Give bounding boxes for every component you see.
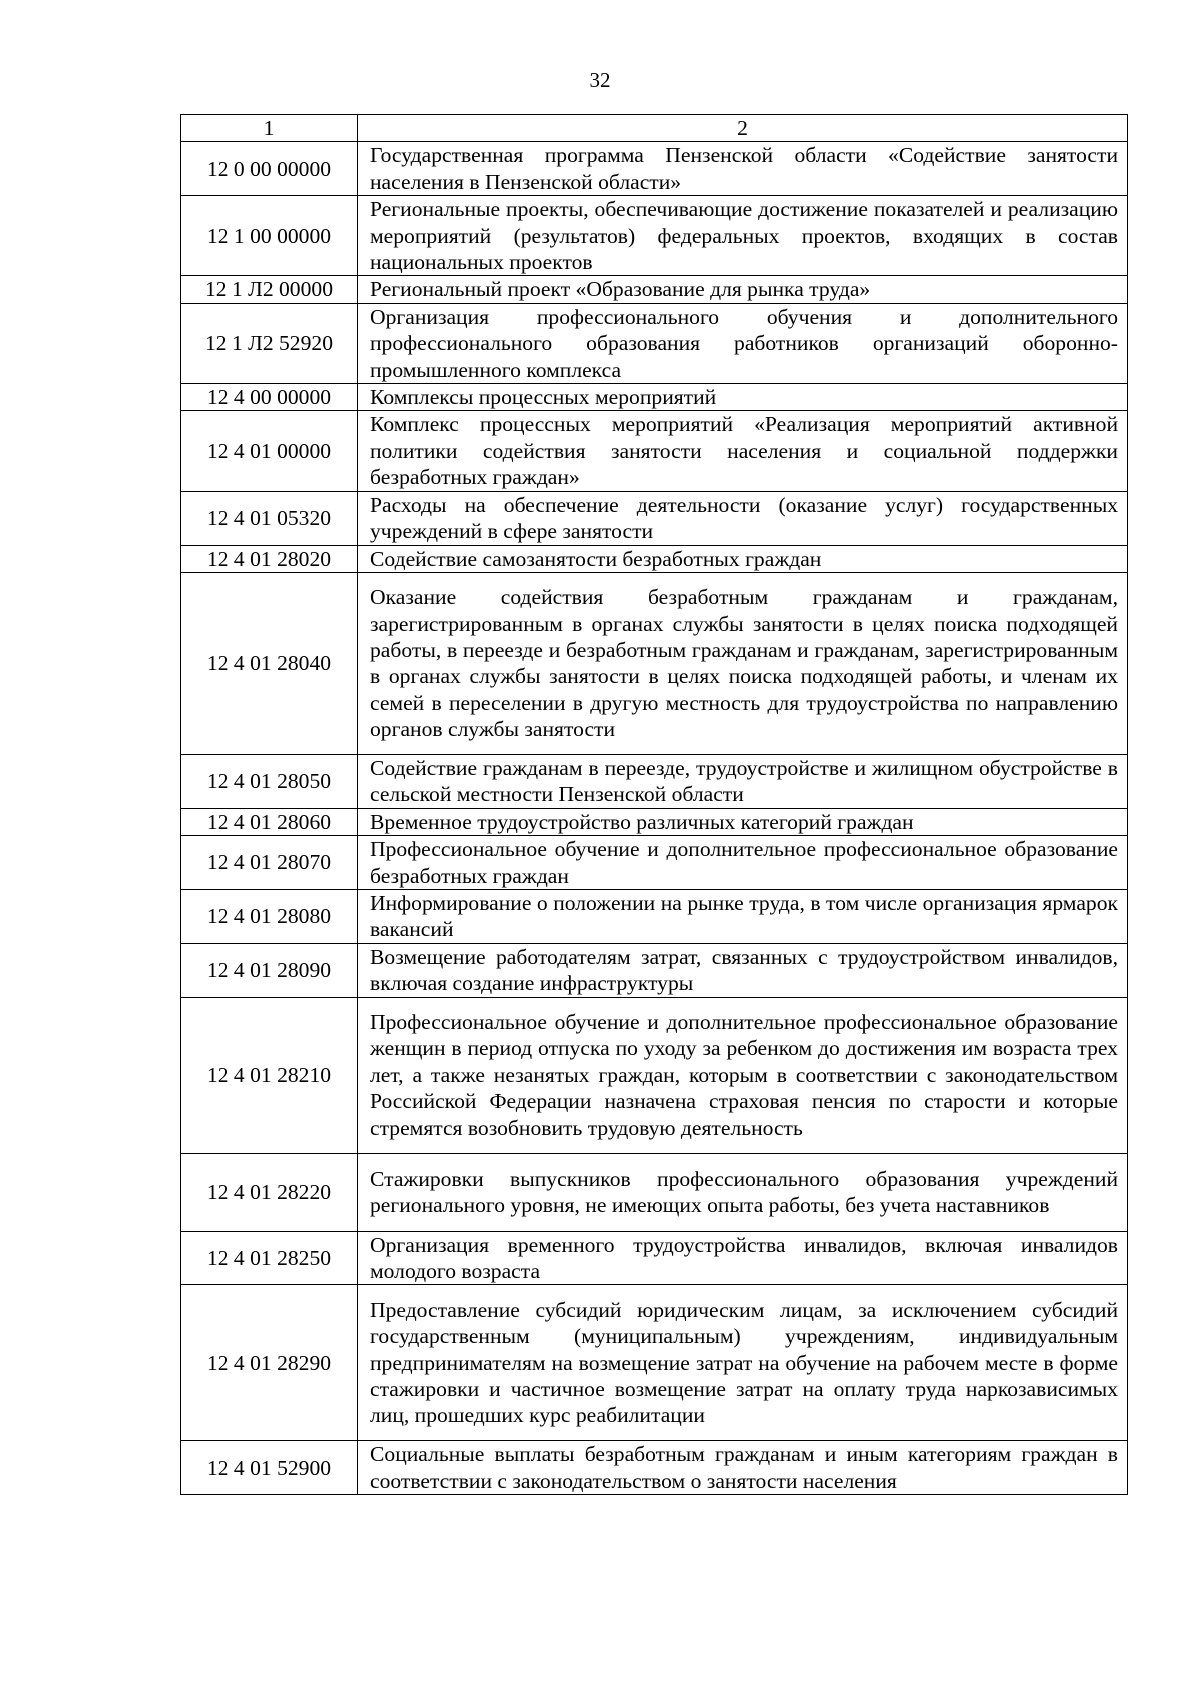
budget-code-table xyxy=(180,114,1128,1495)
table-row xyxy=(181,836,1128,890)
item-description: Государственная программа Пензенской области «Содействие занятости населения в Пензенской области» xyxy=(358,142,1128,196)
table-row xyxy=(181,491,1128,545)
table-row xyxy=(181,384,1128,411)
table-row xyxy=(181,997,1128,1153)
table-row xyxy=(181,889,1128,943)
classification-code: 12 1 Л2 00000 xyxy=(181,276,358,303)
item-description: Возмещение работодателям затрат, связанных с трудоустройством инвалидов, включая создание инфраструктуры xyxy=(358,943,1128,997)
item-description: Предоставление субсидий юридическим лицам, за исключением субсидий государственным (муниципальным) учреждениям, индивидуальным предпринимателям на возмещение затрат на обучение на рабочем месте в форме стажировки и частичное возмещение затрат на оплату труда наркозависимых лиц, прошедших курс реабилитации xyxy=(358,1285,1128,1441)
item-description: Информирование о положении на рынке труда, в том числе организация ярмарок вакансий xyxy=(358,889,1128,943)
table-row xyxy=(181,808,1128,835)
classification-code: 12 1 Л2 52920 xyxy=(181,303,358,383)
item-description: Комплексы процессных мероприятий xyxy=(358,384,1128,411)
table-row xyxy=(181,1231,1128,1285)
table-row xyxy=(181,276,1128,303)
table-row xyxy=(181,943,1128,997)
item-description: Региональный проект «Образование для рынка труда» xyxy=(358,276,1128,303)
classification-code: 12 0 00 00000 xyxy=(181,142,358,196)
item-description: Расходы на обеспечение деятельности (оказание услуг) государственных учреждений в сфере занятости xyxy=(358,491,1128,545)
item-description: Содействие самозанятости безработных граждан xyxy=(358,545,1128,572)
table-row xyxy=(181,411,1128,491)
table-row xyxy=(181,572,1128,754)
classification-code: 12 4 01 28210 xyxy=(181,997,358,1153)
table-row xyxy=(181,1285,1128,1441)
table-row xyxy=(181,1441,1128,1495)
classification-code: 12 4 01 05320 xyxy=(181,491,358,545)
classification-code: 12 4 01 28050 xyxy=(181,754,358,808)
table-header-row xyxy=(181,115,1128,142)
classification-code: 12 4 01 28060 xyxy=(181,808,358,835)
item-description: Стажировки выпускников профессионального образования учреждений регионального уровня, не имеющих опыта работы, без учета наставников xyxy=(358,1153,1128,1231)
classification-code: 12 4 00 00000 xyxy=(181,384,358,411)
classification-code: 12 4 01 28250 xyxy=(181,1231,358,1285)
classification-code: 12 4 01 52900 xyxy=(181,1441,358,1495)
column-header-1: 1 xyxy=(181,115,358,142)
table-row xyxy=(181,303,1128,383)
classification-code: 12 4 01 28040 xyxy=(181,572,358,754)
classification-code: 12 4 01 28020 xyxy=(181,545,358,572)
table-row xyxy=(181,1153,1128,1231)
item-description: Комплекс процессных мероприятий «Реализация мероприятий активной политики содействия занятости населения и социальной поддержки безработных граждан» xyxy=(358,411,1128,491)
item-description: Профессиональное обучение и дополнительное профессиональное образование безработных граждан xyxy=(358,836,1128,890)
classification-code: 12 4 01 28090 xyxy=(181,943,358,997)
item-description: Организация профессионального обучения и дополнительного профессионального образования работников организаций оборонно-промышленного комплекса xyxy=(358,303,1128,383)
item-description: Оказание содействия безработным гражданам и гражданам, зарегистрированным в органах службы занятости в целях поиска подходящей работы, в переезде и безработным гражданам и гражданам, зарегистрированным в органах службы занятости в целях поиска подходящей работы, и членам их семей в переселении в другую местность для трудоустройства по направлению органов службы занятости xyxy=(358,572,1128,754)
classification-code: 12 4 01 28070 xyxy=(181,836,358,890)
item-description: Содействие гражданам в переезде, трудоустройстве и жилищном обустройстве в сельской местности Пензенской области xyxy=(358,754,1128,808)
table-row xyxy=(181,754,1128,808)
classification-code: 12 4 01 28220 xyxy=(181,1153,358,1231)
table-row xyxy=(181,545,1128,572)
item-description: Временное трудоустройство различных категорий граждан xyxy=(358,808,1128,835)
page-number: 32 xyxy=(589,68,611,92)
table-row xyxy=(181,196,1128,276)
column-header-2: 2 xyxy=(358,115,1128,142)
table-row xyxy=(181,142,1128,196)
item-description: Профессиональное обучение и дополнительное профессиональное образование женщин в период отпуска по уходу за ребенком до достижения им возраста трех лет, а также незанятых граждан, которым в соответствии с законодательством Российской Федерации назначена страховая пенсия по старости и которые стремятся возобновить трудовую деятельность xyxy=(358,997,1128,1153)
item-description: Организация временного трудоустройства инвалидов, включая инвалидов молодого возраста xyxy=(358,1231,1128,1285)
item-description: Социальные выплаты безработным гражданам и иным категориям граждан в соответствии с законодательством о занятости населения xyxy=(358,1441,1128,1495)
classification-code: 12 4 01 28080 xyxy=(181,889,358,943)
classification-code: 12 1 00 00000 xyxy=(181,196,358,276)
item-description: Региональные проекты, обеспечивающие достижение показателей и реализацию мероприятий (результатов) федеральных проектов, входящих в состав национальных проектов xyxy=(358,196,1128,276)
classification-code: 12 4 01 00000 xyxy=(181,411,358,491)
classification-code: 12 4 01 28290 xyxy=(181,1285,358,1441)
